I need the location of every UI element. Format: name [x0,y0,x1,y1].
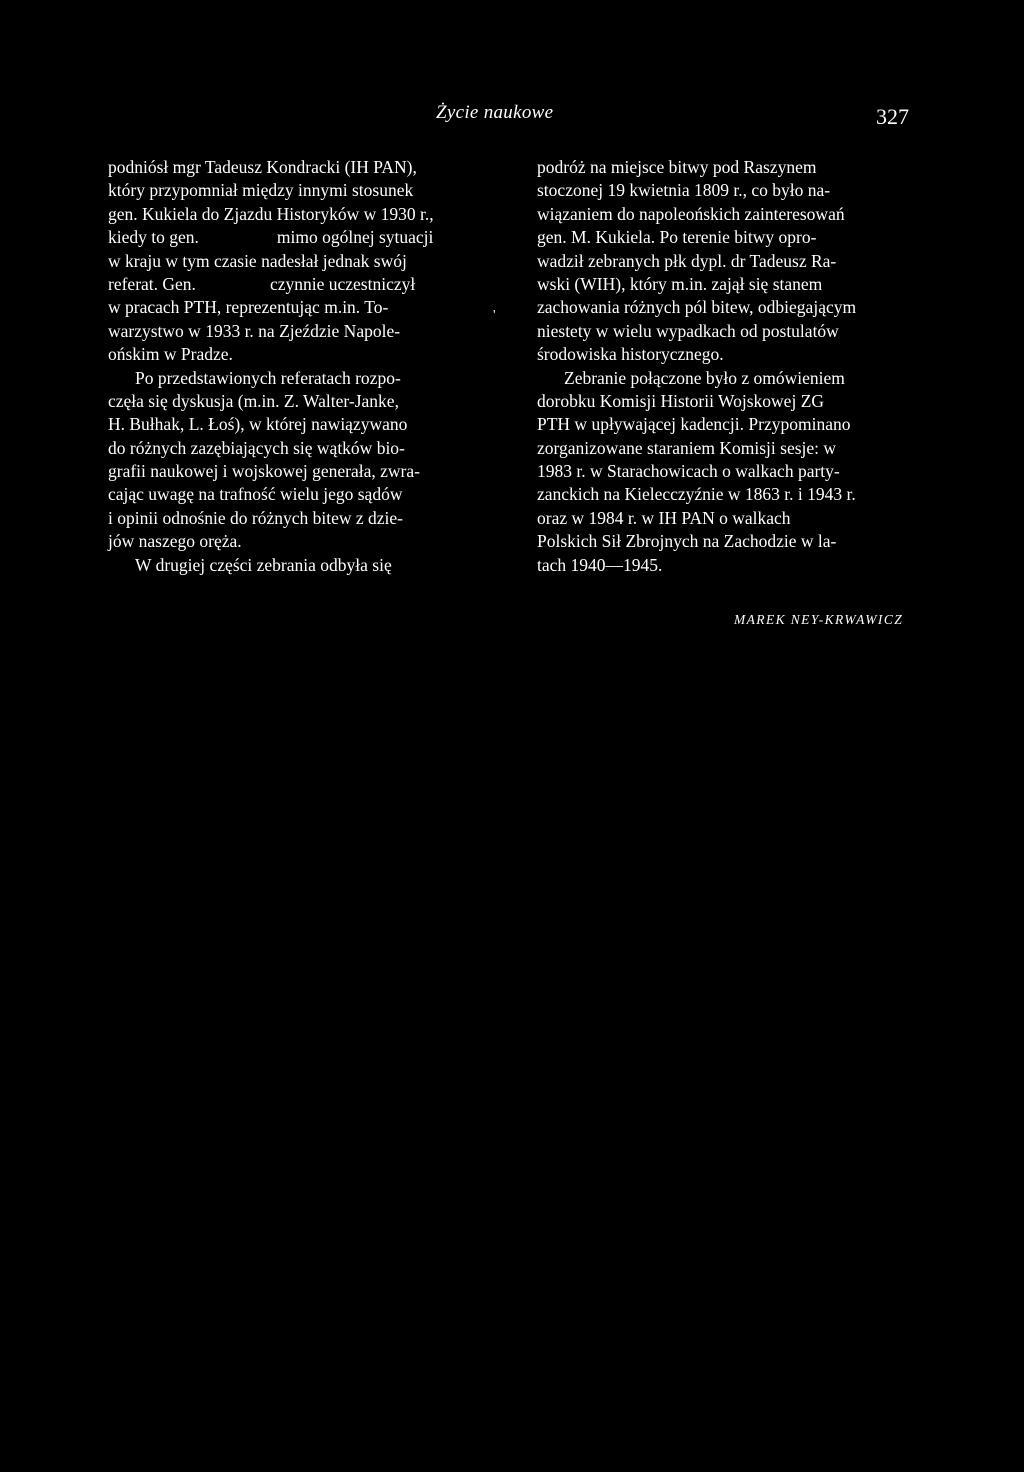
text-fragment: mimo ogólnej sytuacji [276,227,434,248]
text-line: częła się dyskusja (m.in. Z. Walter-Janke, [108,390,399,411]
text-line: podróż na miejsce bitwy pod Raszynem [537,157,817,177]
text-fragment: referat. Gen. [108,273,196,294]
text-line: W drugiej części zebrania odbyła się [135,554,392,575]
page-number: 327 [876,104,909,129]
text-line: cając uwagę na trafność wielu jego sądów [108,484,403,505]
text-line: Polskich Sił Zbrojnych na Zachodzie w la- [537,531,837,552]
text-line: grafii naukowej i wojskowej generała, zwra- [108,461,420,482]
text-line: PTH w upływającej kadencji. Przypominano [537,414,851,435]
text-line: H. Bułhak, L. Łoś), w której nawiązywano [108,414,408,435]
text-line: wski (WIH), który m.in. zajął się stanem [537,273,823,294]
right-column [537,156,927,577]
text-line: wadził zebranych płk dypl. dr Tadeusz Ra- [537,250,837,271]
text-line: do różnych zazębiających się wątków bio- [108,437,405,458]
text-line: warzystwo w 1933 r. na Zjeździe Napole- [108,320,401,341]
text-fragment: kiedy to gen. [108,227,199,248]
running-title: Życie naukowe [436,102,554,123]
text-line: stoczonej 19 kwietnia 1809 r., co było na- [537,180,831,201]
text-line: wiązaniem do napoleońskich zainteresowań [537,203,845,224]
author-signature: MAREK NEY-KRWAWICZ [734,612,904,627]
text-line: w pracach PTH, reprezentując m.in. To- [108,297,389,318]
text-line: zachowania różnych pól bitew, odbiegającym [537,297,857,318]
text-line [108,273,488,296]
text-line: zanckich na Kielecczyźnie w 1863 r. i 1943 r. [537,484,856,505]
text-fragment: czynnie uczestniczył [269,273,416,294]
text-line: jów naszego oręża. [108,531,242,552]
text-line: podniósł mgr Tadeusz Kondracki (IH PAN), [108,157,417,177]
text-line: i opinii odnośnie do różnych bitew z dzie- [108,507,403,528]
text-line [108,226,488,249]
text-line: w kraju w tym czasie nadesłał jednak swój [108,250,407,271]
text-line: zorganizowane staraniem Komisji sesje: w [537,437,837,458]
text-line: ońskim w Pradze. [108,344,233,365]
text-line: Zebranie połączone było z omówieniem [564,367,845,388]
text-line: gen. Kukiela do Zjazdu Historyków w 1930 r., [108,203,434,224]
text-line: niestety w wielu wypadkach od postulatów [537,320,839,341]
text-line: Po przedstawionych referatach rozpo- [135,367,401,388]
text-line: tach 1940—1945. [537,554,663,575]
margin-mark: ' [493,308,496,323]
text-line: środowiska historycznego. [537,344,724,365]
text-line: dorobku Komisji Historii Wojskowej ZG [537,390,825,411]
text-line: gen. M. Kukiela. Po terenie bitwy opro- [537,227,817,248]
text-line: 1983 r. w Starachowicach o walkach party- [537,461,840,482]
text-line: oraz w 1984 r. w IH PAN o walkach [537,507,791,528]
left-column [108,156,488,577]
text-line: który przypomniał między innymi stosunek [108,180,414,201]
